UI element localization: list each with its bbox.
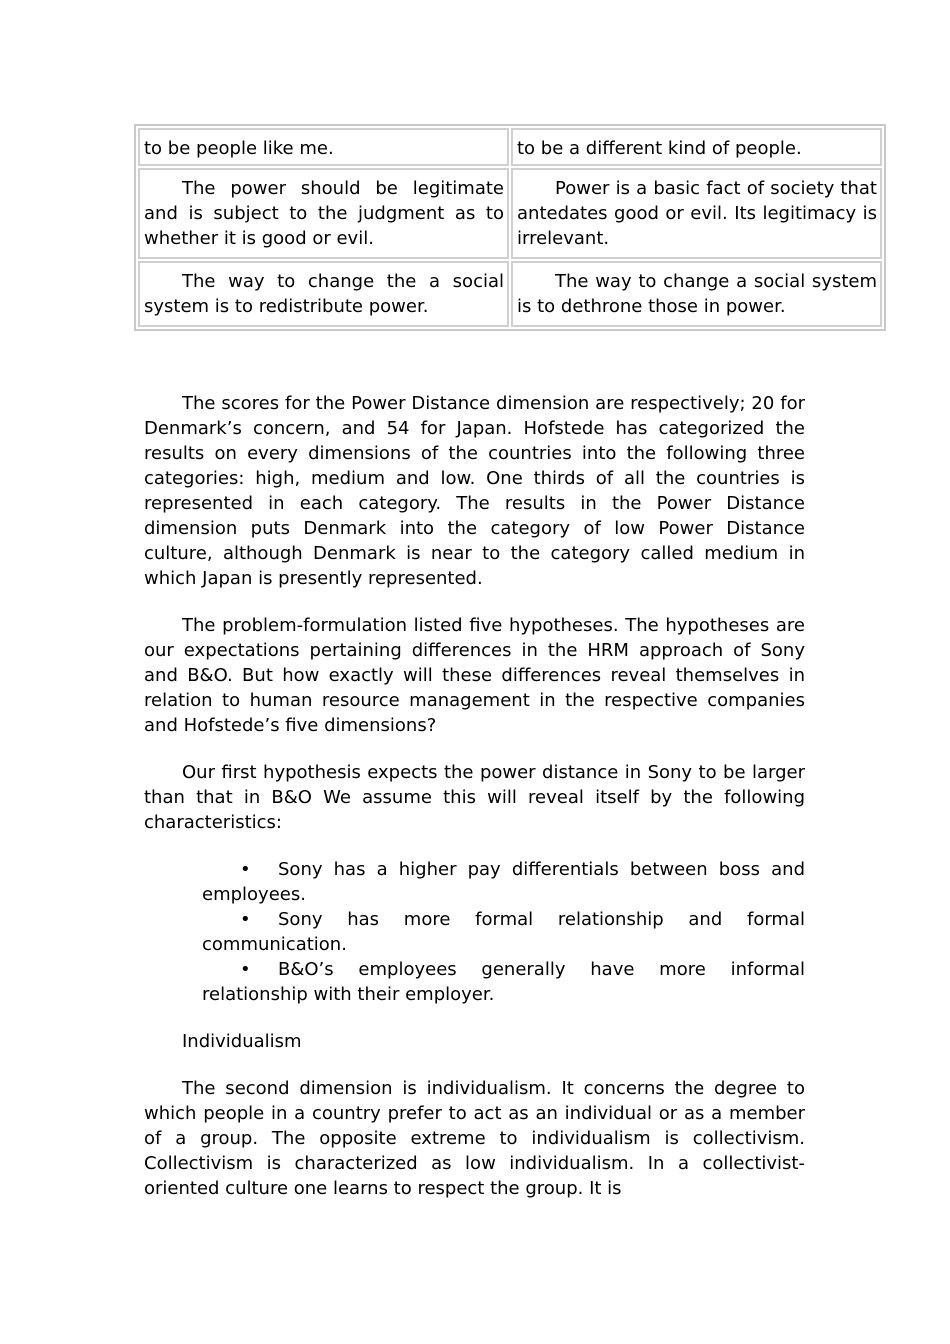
characteristics-list (144, 857, 805, 1007)
cell-text: Power is a basic fact of society that antedates good or evil. Its legitimacy is irrelevant. (517, 178, 877, 249)
table-cell-right (511, 128, 882, 166)
bullet-icon: • (240, 909, 251, 930)
paragraph-first-hypothesis: Our first hypothesis expects the power distance in Sony to be larger than that in B&O We assume this will reveal itself by the following characteristics: (144, 762, 805, 833)
comparison-table-wrapper (134, 124, 886, 331)
bullet-icon: • (240, 859, 251, 880)
section-heading-individualism: Individualism (182, 1031, 302, 1052)
table-cell-right (511, 261, 882, 327)
cell-text: to be people like me. (144, 138, 334, 159)
table-row (138, 261, 882, 327)
table-cell-left (138, 168, 509, 259)
cell-text: The way to change a social system is to dethrone those in power. (517, 271, 877, 317)
comparison-table (134, 124, 886, 331)
cell-text: The power should be legitimate and is subject to the judgment as to whether it is good or evil. (144, 178, 504, 249)
paragraph-individualism: The second dimension is individualism. It concerns the degree to which people in a country prefer to act as an individual or as a member of a group. The opposite extreme to individualism is collectivism. Collectivism is characterized as low individualism. In a collectivist-oriented culture one learns to respect the group. It is (144, 1078, 805, 1199)
list-item (202, 957, 805, 1007)
cell-text: to be a different kind of people. (517, 138, 802, 159)
table-cell-right (511, 168, 882, 259)
table-row (138, 168, 882, 259)
bullet-icon: • (240, 959, 251, 980)
table-row (138, 128, 882, 166)
list-item (202, 857, 805, 907)
document-body (144, 391, 805, 1223)
paragraph-hypotheses: The problem-formulation listed five hypotheses. The hypotheses are our expectations pertaining differences in the HRM approach of Sony and B&O. But how exactly will these differences reveal themselves in relation to human resource management in the respective companies and Hofstede’s five dimensions? (144, 615, 805, 736)
list-item-text: B&O’s employees generally have more informal relationship with their employer. (202, 959, 805, 1005)
list-item-text: Sony has more formal relationship and formal communication. (202, 909, 805, 955)
paragraph-power-distance-scores: The scores for the Power Distance dimension are respectively; 20 for Denmark’s concern, and 54 for Japan. Hofstede has categorized the results on every dimensions of the countries into the following three categories: high, medium and low. One thirds of all the countries is represented in each category. The results in the Power Distance dimension puts Denmark into the category of low Power Distance culture, although Denmark is near to the category called medium in which Japan is presently represented. (144, 393, 805, 589)
list-item-text: Sony has a higher pay differentials between boss and employees. (202, 859, 805, 905)
table-cell-left (138, 261, 509, 327)
cell-text: The way to change the a social system is to redistribute power. (144, 271, 504, 317)
list-item (202, 907, 805, 957)
table-cell-left (138, 128, 509, 166)
